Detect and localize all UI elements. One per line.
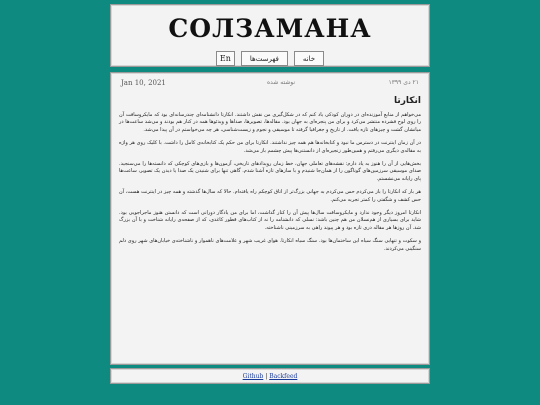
post-paragraph: انکارتا امروز دیگر وجود ندارد و مایکروسافت سال‌ها پیش آن را کنار گذاشت، اما برای من یادگار دورانی است که دانستن هنوز ماجراجویی بود. شاید برای بسیاری از هم‌نسلان من هم چنین باشد: نسلی که دانشنامه را نه از کتاب‌های قطور کاغذی، که از صفحه‌ی رایانه شناخت و با آن بزرگ شد. آن روزها هر مقاله دری تازه بود و هر پیوند راهی به سرزمینی ناشناخته. — [119, 210, 421, 231]
post-article — [119, 93, 421, 360]
post-title: انکارتا — [393, 96, 421, 106]
post-author-label: نوشته شده — [267, 79, 296, 86]
post-meta — [119, 79, 421, 89]
post-paragraph: هر بار که انکارتا را باز می‌کردم حس می‌کردم به جهانی بزرگ‌تر از اتاق کوچکم راه یافته‌ام. حالا که سال‌ها گذشته و همه چیز در اینترنت هست، آن حس کشف و شگفتی را کمتر تجربه می‌کنم. — [119, 189, 421, 203]
post-panel — [110, 72, 430, 365]
post-paragraph: می‌خواهم از منابع آموزنده‌ای در دوران کودکی یاد کنم که در شکل‌گیری من نقش داشتند. انکارتا دانشنامه‌ای چندرسانه‌ای بود که مایکروسافت آن را روی لوح فشرده منتشر می‌کرد و برای من پنجره‌ای به جهان بود. مقاله‌ها، تصویرها، صداها و ویدئوها همه در کنار هم بودند و می‌شد ساعت‌ها در میانشان گشت و چیزهای تازه یافت. از تاریخ و جغرافیا گرفته تا موسیقی و نجوم و زیست‌شناسی، هر چه می‌خواستم در آن پیدا می‌شد. — [119, 112, 421, 133]
post-paragraph: بخش‌هایی از آن را هنوز به یاد دارم: نقشه‌های تعاملی جهان، خط زمان رویدادهای تاریخی، آزمون‌ها و بازی‌های کوچکی که دانسته‌ها را می‌سنجید. صدای موسیقی سرزمین‌های گوناگون را از همان‌جا شنیدم و با سازهای تازه آشنا شدم. گاهی تنها برای شنیدن یک صدا یا دیدن یک تصویر، ساعت‌ها پای رایانه می‌نشستم. — [119, 161, 421, 182]
footer-separator: | — [265, 373, 268, 380]
site-title[interactable]: СОЛЗАМАНА — [168, 14, 372, 43]
footer-links — [111, 369, 429, 384]
github-link[interactable]: Github — [242, 373, 264, 380]
post-paragraph: در آن زمان اینترنت در دسترس ما نبود و کتابخانه‌ها هم همه چیز نداشتند. انکارتا برای من حکم یک کتابخانه‌ی کامل را داشت. با کلیک روی هر واژه به مقاله‌ی دیگری می‌رفتم و همین‌طور زنجیره‌ای از دانستنی‌ها پیش چشمم باز می‌شد. — [119, 140, 421, 154]
post-paragraph: و سکوت و تنهایی سنگ سیاه این ساختمان‌ها بود. سنگ سیاه انکارتا. هوای غریب شهر و علامت‌های ناهموار و ناشناخته‌ی خیابان‌های شهر روی دلم سنگینی می‌کردند. — [119, 238, 421, 252]
main-nav — [111, 51, 429, 66]
backfeed-link[interactable]: Backfeed — [269, 373, 298, 380]
site-header — [110, 4, 430, 67]
site-footer — [110, 368, 430, 384]
post-date-persian: ۲۱ دی ۱۳۹۹ — [388, 79, 419, 86]
language-switch-button[interactable]: En — [216, 51, 235, 66]
nav-indexes-button[interactable]: فهرست‌ها — [241, 51, 288, 66]
nav-home-button[interactable]: خانه — [294, 51, 324, 66]
post-date-english: Jan 10, 2021 — [121, 79, 166, 87]
